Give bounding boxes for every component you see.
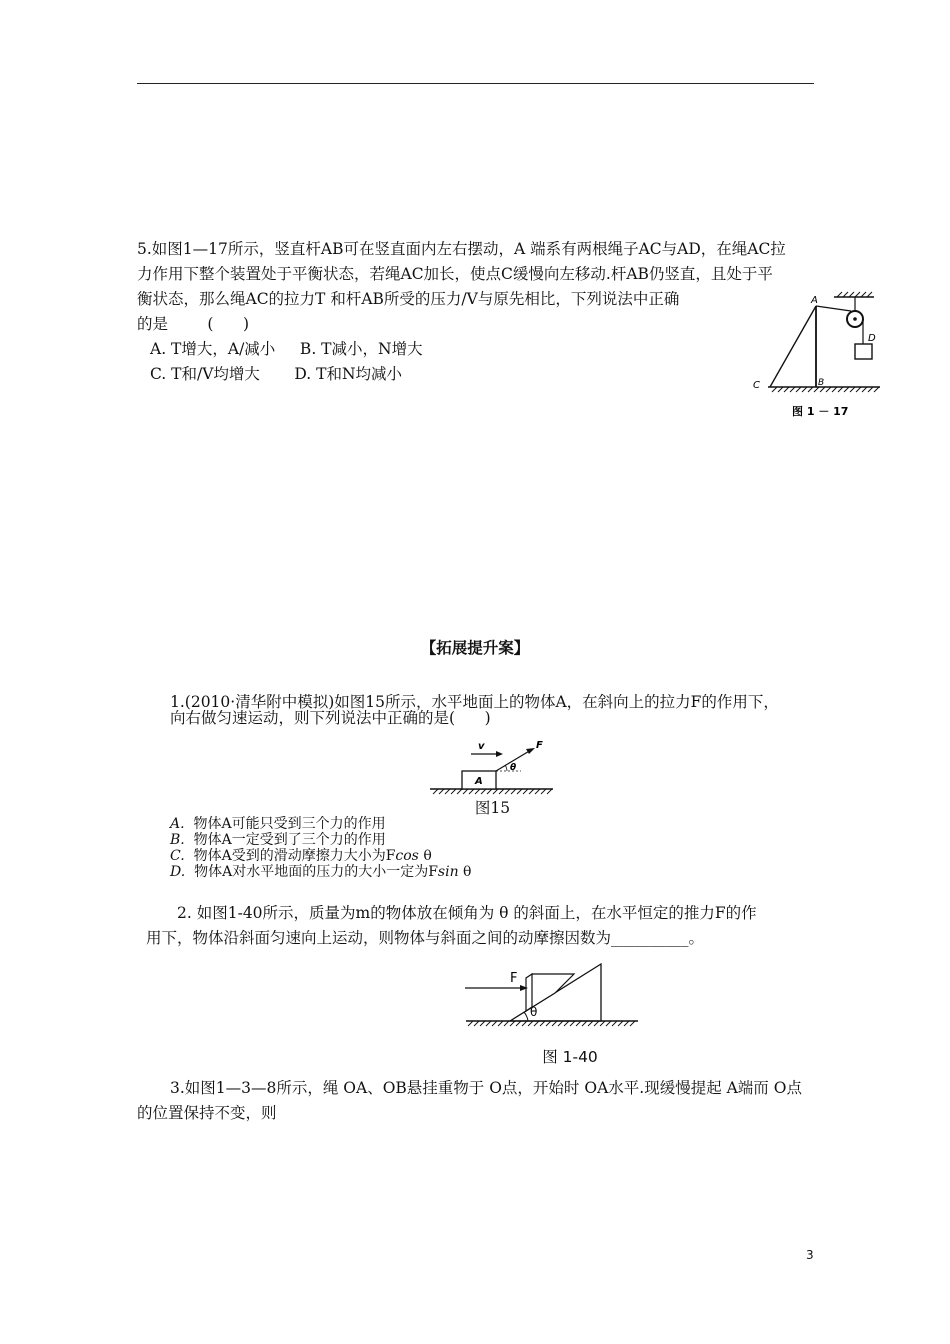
q5-line-3: 衡状态，那么绳AC的拉力T 和杆AB所受的压力/V与原先相比，下列说法中正确 [137,290,680,308]
option-italic: sin [437,864,459,880]
q5-line-4: 的是 ( ) [137,315,250,333]
fig15-caption: 图15 [474,799,511,817]
fig117-label-d: D [868,333,876,344]
q5-line-2: 力作用下整个装置处于平衡状态，若绳AC加长，使点C缓慢向左移动.杆AB仍竖直，且处于平 [137,265,773,283]
fig140-label-f: F [510,971,518,986]
q5-options-ab: A. T增大，A/减小 B. T减小，N增大 [150,340,423,358]
ext-q3-line-1: 3.如图1—3—8所示，绳 OA、OB悬挂重物于 O点，开始时 OA水平.现缓慢提起 A端而 O点 [170,1079,802,1097]
option-italic: cos [395,848,419,864]
q5-line-1: 5.如图1—17所示，竖直杆AB可在竖直面内左右摆动，A 端系有两根绳子AC与AD，在绳AC拉 [137,240,786,258]
ext-q3-line-2: 的位置保持不变，则 [137,1104,277,1122]
fig15-label-v: v [478,741,485,752]
option-text: 物体A受到的滑动摩擦力大小为F [193,848,396,864]
ext-q1-option-a [170,816,386,833]
section-title: 【拓展提升案】 [420,639,530,657]
fig140-caption: 图 1-40 [542,1048,598,1066]
ext-q1-option-c [170,848,432,865]
q5-options-cd: C. T和/V均增大 D. T和N均减小 [150,365,403,383]
ext-q1-line-1: 1.(2010·清华附中模拟)如图15所示，水平地面上的物体A，在斜向上的拉力F的作用下， [170,693,779,711]
fig15-label-theta: θ [510,763,517,773]
option-letter: D. [170,864,186,880]
option-letter: A. [170,816,185,832]
option-text: 物体A对水平地面的压力的大小一定为F [194,864,438,880]
ext-q1-option-b [170,832,386,849]
option-text: 物体A一定受到了三个力的作用 [193,832,386,848]
figure-1-17 [748,288,888,424]
ext-q1-option-d [170,864,472,881]
page-number: 3 [806,1248,814,1262]
fig140-label-theta: θ [530,1005,538,1019]
option-letter: C. [170,848,185,864]
ext-q2-line-2: 用下，物体沿斜面匀速向上运动，则物体与斜面之间的动摩擦因数为__________。 [146,929,705,947]
header-rule [137,83,814,84]
fig117-label-c: C [753,380,760,391]
fig117-label-a: A [811,295,818,306]
option-text: 物体A可能只受到三个力的作用 [193,816,386,832]
figure-1-40 [460,960,642,1032]
fig117-label-b: B [818,378,825,388]
option-letter: B. [170,832,185,848]
fig117-caption: 图 1 － 17 [792,405,849,418]
fig15-label-a: A [475,776,483,787]
fig15-label-f: F [536,740,543,751]
option-tail: θ [418,848,432,864]
ext-q2-line-1: 2. 如图1-40所示，质量为m的物体放在倾角为 θ 的斜面上，在水平恒定的推力F的作 [177,904,757,922]
option-tail: θ [458,864,472,880]
ext-q1-line-2: 向右做匀速运动，则下列说法中正确的是( ) [170,709,491,727]
